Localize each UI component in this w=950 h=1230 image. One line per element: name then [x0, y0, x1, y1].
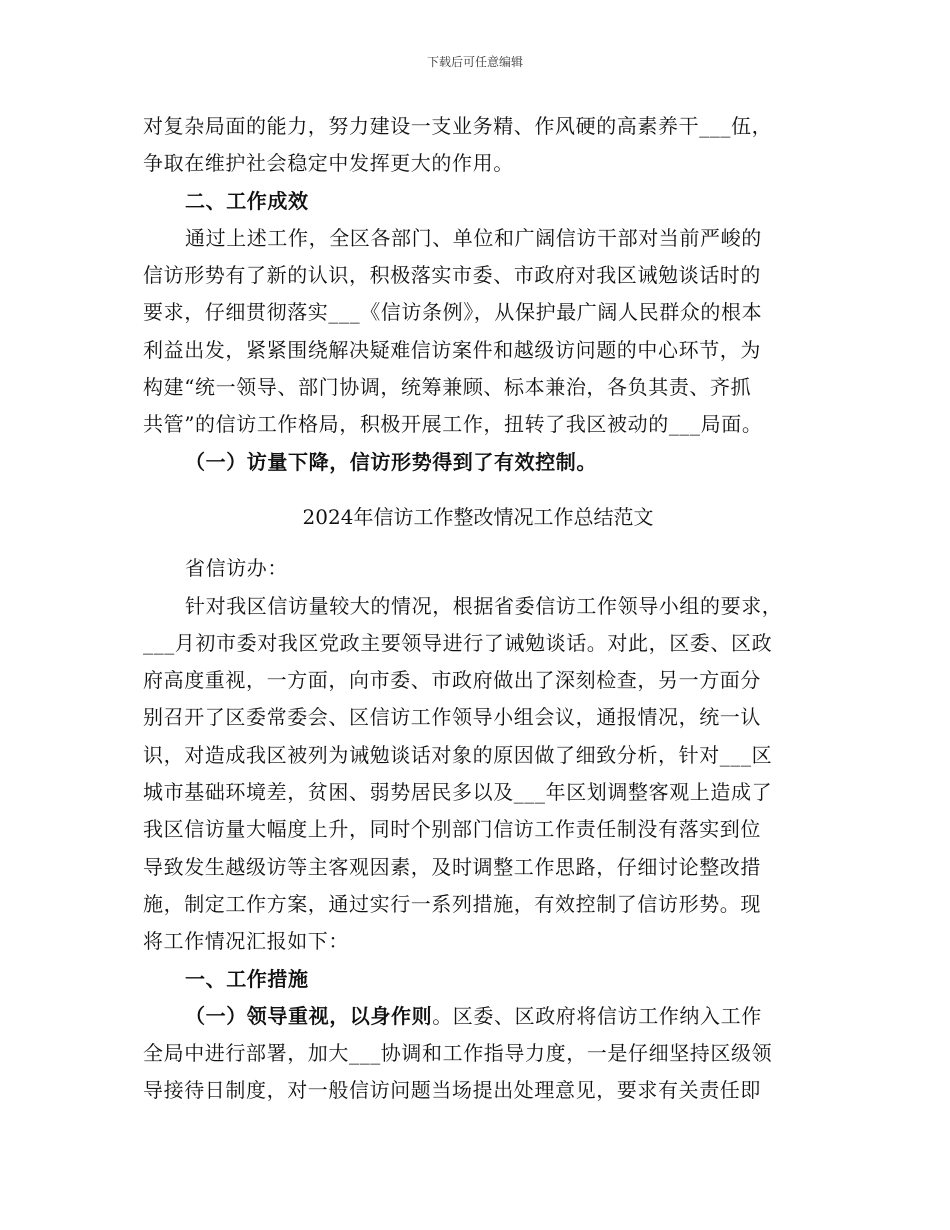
- document-body: [143, 108, 813, 1110]
- text-line: 构建“统一领导、部门协调，统筹兼顾、标本兼治，各负其责、齐抓: [143, 375, 752, 400]
- text-line: 别召开了区委常委会、区信访工作领导小组会议，通报情况，统一认: [143, 705, 761, 730]
- text-line: 将工作情况汇报如下：: [143, 929, 349, 954]
- text-line: 全局中进行部署，加大___协调和工作指导力度，一是仔细坚持区级领: [143, 1041, 773, 1066]
- section-heading-results: 二、工作成效: [185, 188, 309, 213]
- text-line: 城市基础环境差，贫困、弱势居民多以及___年区划调整客观上造成了: [143, 780, 773, 805]
- text-line: 我区信访量大幅度上升，同时个别部门信访工作责任制没有落实到位: [143, 817, 761, 842]
- measure-line: [143, 998, 813, 1035]
- salutation: 省信访办：: [185, 556, 288, 581]
- measure-lead: （一）领导重视，以身作则: [185, 1003, 433, 1028]
- text-line: 争取在维护社会稳定中发挥更大的作用。: [143, 151, 514, 176]
- text-line: 施，制定工作方案，通过实行一系列措施，有效控制了信访形势。现: [143, 891, 761, 916]
- text-line: 针对我区信访量较大的情况，根据省委信访工作领导小组的要求，: [185, 593, 783, 618]
- text-line: 要求，仔细贯彻落实___《信访条例》，从保护最广阔人民群众的根本: [143, 300, 763, 325]
- text-line: ___月初市委对我区党政主要领导进行了诫勉谈话。对此，区委、区政: [143, 630, 773, 655]
- text-line: 信访形势有了新的认识，积极落实市委、市政府对我区诫勉谈话时的: [143, 263, 761, 288]
- text-line: 导致发生越级访等主客观因素，及时调整工作思路，仔细讨论整改措: [143, 854, 761, 879]
- subheading-visits-decline: （一）访量下降，信访形势得到了有效控制。: [185, 449, 597, 474]
- article-title: 2024年信访工作整改情况工作总结范文: [302, 504, 654, 529]
- page-header: 下载后可任意编辑: [426, 55, 523, 69]
- section-heading-measures: 一、工作措施: [185, 966, 309, 991]
- text-line: 共管”的信访工作格局，积极开展工作，扭转了我区被动的___局面。: [143, 412, 763, 437]
- text-line: 通过上述工作，全区各部门、单位和广阔信访干部对当前严峻的: [185, 225, 762, 250]
- measure-rest: 。区委、区政府将信访工作纳入工作: [432, 1003, 762, 1028]
- text-line: 利益出发，紧紧围绕解决疑难信访案件和越级访问题的中心环节，为: [143, 337, 761, 362]
- text-line: 对复杂局面的能力，努力建设一支业务精、作风硬的高素养干___伍，: [143, 114, 773, 138]
- text-line: 导接待日制度，对一般信访问题当场提出处理意见，要求有关责任即: [143, 1078, 761, 1103]
- text-line: 府高度重视，一方面，向市委、市政府做出了深刻检查，另一方面分: [143, 668, 761, 693]
- text-line: 识，对造成我区被列为诫勉谈话对象的原因做了细致分析，针对___区: [143, 742, 773, 767]
